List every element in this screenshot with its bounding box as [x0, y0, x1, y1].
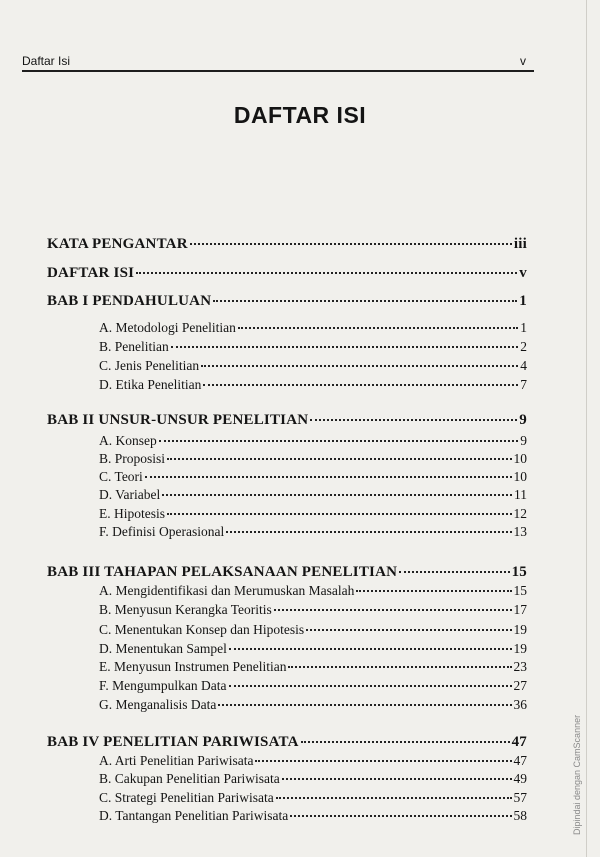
toc-subentry[interactable]	[99, 678, 527, 694]
toc-subentry[interactable]	[99, 697, 527, 713]
toc-entry-page: 47	[511, 734, 527, 750]
header-page-number: v	[520, 54, 526, 68]
toc-subentry-page: 1	[520, 320, 527, 335]
header-section-title: Daftar Isi	[22, 54, 71, 68]
toc-subentry-page: 17	[513, 602, 527, 617]
toc-subentry-label: A. Mengidentifikasi dan Merumuskan Masalah	[99, 583, 355, 598]
scanner-watermark: Dipindai dengan CamScanner	[572, 714, 582, 835]
dot-leader	[201, 365, 518, 367]
toc-subentry-page: 11	[514, 487, 527, 502]
dot-leader	[218, 704, 511, 706]
toc-subentry-page: 15	[513, 583, 527, 598]
toc-subentry-page: 19	[513, 641, 527, 656]
toc-entry-label: BAB III TAHAPAN PELAKSANAAN PENELITIAN	[47, 564, 398, 580]
toc-chapter-bab-4[interactable]	[47, 734, 527, 751]
toc-chapter-bab-2[interactable]	[47, 412, 527, 429]
toc-subentry-label: G. Menganalisis Data	[99, 697, 217, 712]
toc-subentry[interactable]	[99, 659, 527, 675]
dot-leader	[310, 419, 517, 421]
toc-entry-kata-pengantar[interactable]	[47, 236, 527, 253]
dot-leader	[238, 327, 518, 329]
toc-subentry-page: 47	[513, 753, 527, 768]
toc-entry-page: iii	[513, 236, 527, 252]
toc-subentry-label: A. Konsep	[99, 433, 157, 448]
dot-leader	[282, 778, 512, 780]
toc-chapter-bab-3[interactable]	[47, 564, 527, 581]
toc-subentry[interactable]	[99, 583, 527, 599]
toc-subentry-page: 13	[513, 524, 527, 539]
page-title: DAFTAR ISI	[233, 102, 367, 128]
dot-leader	[274, 609, 512, 611]
toc-subentry[interactable]	[99, 339, 527, 355]
toc-subentry-page: 49	[513, 771, 527, 786]
toc-entry-page: v	[519, 265, 527, 281]
toc-entry-page: 9	[519, 412, 527, 428]
toc-subentry[interactable]	[99, 790, 527, 806]
toc-subentry-label: A. Arti Penelitian Pariwisata	[99, 753, 254, 768]
toc-subentry[interactable]	[99, 487, 527, 503]
toc-entry-page: 15	[511, 564, 527, 580]
dot-leader	[229, 648, 512, 650]
toc-subentry-page: 2	[520, 339, 527, 354]
toc-subentry-label: B. Menyusun Kerangka Teoritis	[99, 602, 272, 617]
toc-subentry-label: D. Variabel	[99, 487, 161, 502]
toc-subentry[interactable]	[99, 320, 527, 336]
toc-subentry[interactable]	[99, 753, 527, 769]
toc-subentry[interactable]	[99, 506, 527, 522]
toc-subentry-page: 10	[513, 469, 527, 484]
dot-leader	[167, 513, 512, 515]
toc-chapter-bab-1[interactable]	[47, 293, 527, 310]
toc-subentry-page: 58	[513, 808, 527, 823]
toc-subentry[interactable]	[99, 808, 527, 824]
dot-leader	[171, 346, 519, 348]
dot-leader	[255, 760, 511, 762]
toc-subentry-label: B. Cakupan Penelitian Pariwisata	[99, 771, 280, 786]
toc-subentry[interactable]	[99, 622, 527, 638]
dot-leader	[145, 476, 512, 478]
toc-subentry-label: D. Tantangan Penelitian Pariwisata	[99, 808, 289, 823]
dot-leader	[213, 300, 517, 302]
toc-subentry-page: 10	[513, 451, 527, 466]
page-edge-divider	[586, 0, 587, 857]
dot-leader	[276, 797, 512, 799]
toc-subentry-page: 7	[520, 377, 527, 392]
dot-leader	[162, 494, 512, 496]
toc-subentry-label: D. Etika Penelitian	[99, 377, 202, 392]
dot-leader	[190, 243, 512, 245]
toc-subentry-page: 9	[520, 433, 527, 448]
toc-subentry[interactable]	[99, 602, 527, 618]
toc-entry-label: BAB I PENDAHULUAN	[47, 293, 212, 309]
toc-subentry-label: A. Metodologi Penelitian	[99, 320, 236, 335]
toc-subentry[interactable]	[99, 451, 527, 467]
toc-subentry-label: E. Menyusun Instrumen Penelitian	[99, 659, 287, 674]
toc-subentry[interactable]	[99, 771, 527, 787]
dot-leader	[159, 440, 519, 442]
toc-subentry-label: C. Menentukan Konsep dan Hipotesis	[99, 622, 305, 637]
toc-subentry-label: B. Penelitian	[99, 339, 169, 354]
toc-subentry-label: C. Teori	[99, 469, 143, 484]
toc-entry-label: DAFTAR ISI	[47, 265, 135, 281]
toc-subentry-page: 23	[513, 659, 527, 674]
toc-subentry-label: B. Proposisi	[99, 451, 166, 466]
toc-subentry[interactable]	[99, 377, 527, 393]
dot-leader	[229, 685, 512, 687]
toc-subentry-label: F. Mengumpulkan Data	[99, 678, 227, 693]
toc-subentry-page: 19	[513, 622, 527, 637]
dot-leader	[203, 384, 518, 386]
dot-leader	[356, 590, 511, 592]
toc-entry-label: KATA PENGANTAR	[47, 236, 188, 252]
toc-subentry-page: 4	[520, 358, 527, 373]
dot-leader	[136, 272, 517, 274]
dot-leader	[288, 666, 511, 668]
toc-subentry-label: F. Definisi Operasional	[99, 524, 225, 539]
toc-subentry[interactable]	[99, 524, 527, 540]
dot-leader	[306, 629, 511, 631]
toc-entry-page: 1	[519, 293, 527, 309]
toc-subentry-page: 12	[513, 506, 527, 521]
dot-leader	[167, 458, 511, 460]
toc-subentry[interactable]	[99, 358, 527, 374]
toc-subentry[interactable]	[99, 469, 527, 485]
dot-leader	[301, 741, 510, 743]
toc-subentry[interactable]	[99, 641, 527, 657]
toc-subentry-page: 57	[513, 790, 527, 805]
toc-subentry-page: 27	[513, 678, 527, 693]
toc-subentry-label: E. Hipotesis	[99, 506, 165, 521]
toc-subentry-label: C. Strategi Penelitian Pariwisata	[99, 790, 274, 805]
dot-leader	[399, 571, 509, 573]
toc-entry-label: BAB IV PENELITIAN PARIWISATA	[47, 734, 299, 750]
toc-entry-daftar-isi[interactable]	[47, 265, 527, 282]
toc-subentry-page: 36	[513, 697, 527, 712]
toc-subentry-label: C. Jenis Penelitian	[99, 358, 200, 373]
toc-subentry-label: D. Menentukan Sampel	[99, 641, 227, 656]
toc-subentry[interactable]	[99, 433, 527, 449]
dot-leader	[226, 531, 511, 533]
dot-leader	[290, 815, 511, 817]
running-header	[22, 48, 534, 72]
toc-entry-label: BAB II UNSUR-UNSUR PENELITIAN	[47, 412, 309, 428]
